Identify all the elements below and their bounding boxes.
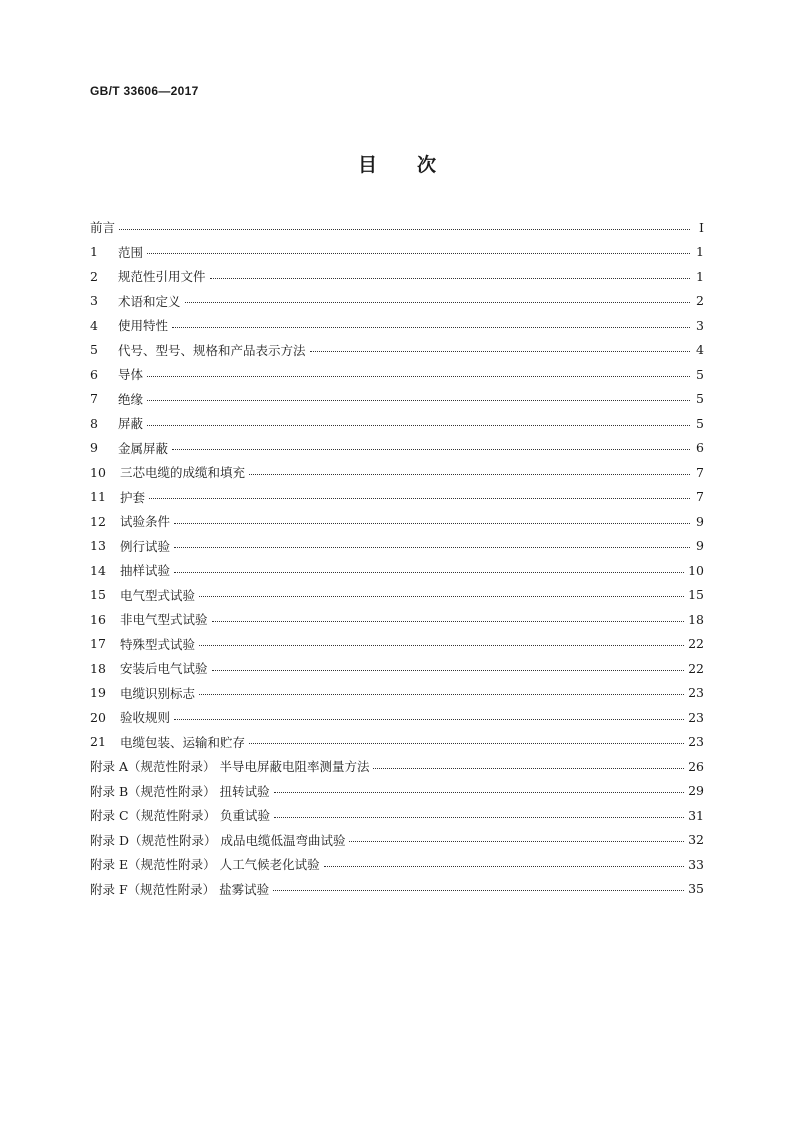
toc-entry-label: 附录 C（规范性附录） 负重试验 (90, 808, 271, 824)
toc-dot-leader (119, 229, 690, 230)
toc-entry-page: 5 (696, 391, 704, 407)
toc-entry-page: 26 (688, 758, 704, 774)
toc-entry-label: 验收规则 (120, 710, 171, 726)
toc-dot-leader (212, 670, 685, 671)
toc-dot-leader (324, 866, 685, 867)
toc-dot-leader (174, 547, 690, 548)
toc-entry[interactable] (90, 460, 704, 485)
toc-dot-leader (249, 474, 690, 475)
toc-entry-page: 3 (696, 317, 704, 333)
toc-dot-leader (199, 645, 684, 646)
toc-entry-number: 7 (90, 391, 98, 407)
toc-entry-number: 1 (90, 244, 98, 260)
toc-entry-page: Ⅰ (699, 219, 704, 235)
toc-entry-number: 10 (90, 464, 106, 480)
standard-code: GB/T 33606—2017 (90, 84, 199, 98)
toc-entry-page: 23 (688, 734, 704, 750)
toc-dot-leader (249, 743, 684, 744)
toc-entry-page: 29 (688, 783, 704, 799)
toc-dot-leader (172, 449, 690, 450)
toc-entry-label: 电缆包装、运输和贮存 (120, 734, 246, 750)
toc-entry-number: 2 (90, 268, 98, 284)
toc-entry-number: 5 (90, 342, 98, 358)
toc-entry[interactable] (90, 362, 704, 387)
toc-dot-leader (373, 768, 684, 769)
toc-dot-leader (274, 792, 684, 793)
toc-dot-leader (274, 817, 684, 818)
toc-entry-number: 17 (90, 636, 106, 652)
toc-entry-page: 1 (696, 268, 704, 284)
toc-entry-label: 三芯电缆的成缆和填充 (120, 465, 246, 481)
toc-entry-label: 电缆识别标志 (120, 685, 196, 701)
toc-dot-leader (149, 498, 690, 499)
toc-entry[interactable] (90, 558, 704, 583)
toc-entry[interactable] (90, 411, 704, 436)
toc-entry-page: 9 (696, 538, 704, 554)
toc-entry[interactable] (90, 730, 704, 755)
toc-dot-leader (147, 253, 690, 254)
toc-entry-page: 7 (696, 464, 704, 480)
toc-entry[interactable] (90, 656, 704, 681)
toc-entry-number: 13 (90, 538, 106, 554)
toc-entry-label: 代号、型号、规格和产品表示方法 (118, 342, 306, 358)
toc-entry-label: 规范性引用文件 (118, 269, 206, 285)
toc-entry-page: 6 (696, 440, 704, 456)
toc-entry-page: 5 (696, 415, 704, 431)
toc-dot-leader (199, 694, 684, 695)
toc-entry[interactable] (90, 779, 704, 804)
toc-entry[interactable] (90, 754, 704, 779)
toc-entry-page: 35 (688, 881, 704, 897)
toc-entry[interactable] (90, 289, 704, 314)
toc-dot-leader (147, 376, 690, 377)
toc-entry-number: 3 (90, 293, 98, 309)
toc-entry-page: 2 (696, 293, 704, 309)
toc-entry-label: 例行试验 (120, 538, 171, 554)
toc-entry-label: 金属屏蔽 (118, 440, 169, 456)
toc-entry[interactable] (90, 534, 704, 559)
toc-entry-label: 附录 B（规范性附录） 扭转试验 (90, 783, 270, 799)
table-of-contents (90, 215, 704, 901)
toc-entry-page: 33 (688, 856, 704, 872)
toc-dot-leader (273, 890, 684, 891)
toc-entry[interactable] (90, 852, 704, 877)
toc-entry-label: 附录 F（规范性附录） 盐雾试验 (90, 881, 270, 897)
toc-entry[interactable] (90, 215, 704, 240)
toc-entry-number: 20 (90, 709, 106, 725)
toc-entry[interactable] (90, 681, 704, 706)
toc-entry[interactable] (90, 485, 704, 510)
toc-entry-number: 9 (90, 440, 98, 456)
toc-entry[interactable] (90, 338, 704, 363)
toc-entry[interactable] (90, 607, 704, 632)
toc-entry-page: 23 (688, 709, 704, 725)
toc-entry-label: 前言 (90, 220, 116, 236)
toc-entry-label: 范围 (118, 244, 144, 260)
toc-entry-page: 18 (688, 611, 704, 627)
toc-entry-label: 非电气型式试验 (120, 612, 208, 628)
toc-entry-number: 12 (90, 513, 106, 529)
toc-dot-leader (212, 621, 685, 622)
toc-entry[interactable] (90, 705, 704, 730)
toc-entry-page: 15 (688, 587, 704, 603)
toc-entry-page: 22 (688, 660, 704, 676)
toc-entry-number: 21 (90, 734, 106, 750)
toc-dot-leader (147, 400, 690, 401)
toc-entry-page: 31 (688, 807, 704, 823)
toc-entry-number: 14 (90, 562, 106, 578)
toc-dot-leader (185, 302, 690, 303)
toc-entry-label: 附录 E（规范性附录） 人工气候老化试验 (90, 857, 320, 873)
toc-entry-number: 4 (90, 317, 98, 333)
toc-entry[interactable] (90, 240, 704, 265)
toc-entry[interactable] (90, 583, 704, 608)
toc-entry-label: 特殊型式试验 (120, 636, 196, 652)
toc-entry[interactable] (90, 877, 704, 902)
toc-entry-page: 9 (696, 513, 704, 529)
toc-dot-leader (210, 278, 690, 279)
toc-entry-label: 绝缘 (118, 391, 144, 407)
toc-entry-page: 10 (688, 562, 704, 578)
toc-entry-number: 19 (90, 685, 106, 701)
toc-entry-number: 15 (90, 587, 106, 603)
toc-entry-number: 8 (90, 415, 98, 431)
toc-entry[interactable] (90, 828, 704, 853)
toc-entry[interactable] (90, 509, 704, 534)
toc-entry[interactable] (90, 632, 704, 657)
toc-dot-leader (310, 351, 690, 352)
toc-entry-label: 附录 D（规范性附录） 成品电缆低温弯曲试验 (90, 832, 346, 848)
toc-entry-label: 附录 A（规范性附录） 半导电屏蔽电阻率测量方法 (90, 759, 370, 775)
toc-entry-number: 16 (90, 611, 106, 627)
toc-entry[interactable] (90, 803, 704, 828)
toc-entry[interactable] (90, 264, 704, 289)
toc-dot-leader (147, 425, 690, 426)
toc-entry-number: 18 (90, 660, 106, 676)
toc-entry-label: 使用特性 (118, 318, 169, 334)
toc-entry-number: 11 (90, 489, 106, 505)
toc-entry-page: 22 (688, 636, 704, 652)
toc-dot-leader (199, 596, 684, 597)
toc-entry-label: 导体 (118, 367, 144, 383)
toc-entry-label: 护套 (120, 489, 146, 505)
toc-entry-label: 试验条件 (120, 514, 171, 530)
toc-entry-page: 23 (688, 685, 704, 701)
toc-entry[interactable] (90, 436, 704, 461)
toc-entry-label: 术语和定义 (118, 293, 181, 309)
toc-entry-page: 4 (696, 342, 704, 358)
toc-entry-number: 6 (90, 366, 98, 382)
toc-entry-page: 5 (696, 366, 704, 382)
toc-dot-leader (174, 719, 684, 720)
toc-entry[interactable] (90, 387, 704, 412)
toc-entry-label: 抽样试验 (120, 563, 171, 579)
toc-dot-leader (174, 523, 690, 524)
toc-entry-page: 7 (696, 489, 704, 505)
page-title: 目次 (357, 154, 476, 176)
toc-entry-label: 屏蔽 (118, 416, 144, 432)
toc-entry-page: 32 (688, 832, 704, 848)
toc-dot-leader (174, 572, 684, 573)
toc-entry-label: 电气型式试验 (120, 587, 196, 603)
toc-entry[interactable] (90, 313, 704, 338)
toc-entry-label: 安装后电气试验 (120, 661, 208, 677)
toc-dot-leader (172, 327, 690, 328)
toc-entry-page: 1 (696, 244, 704, 260)
toc-dot-leader (349, 841, 684, 842)
